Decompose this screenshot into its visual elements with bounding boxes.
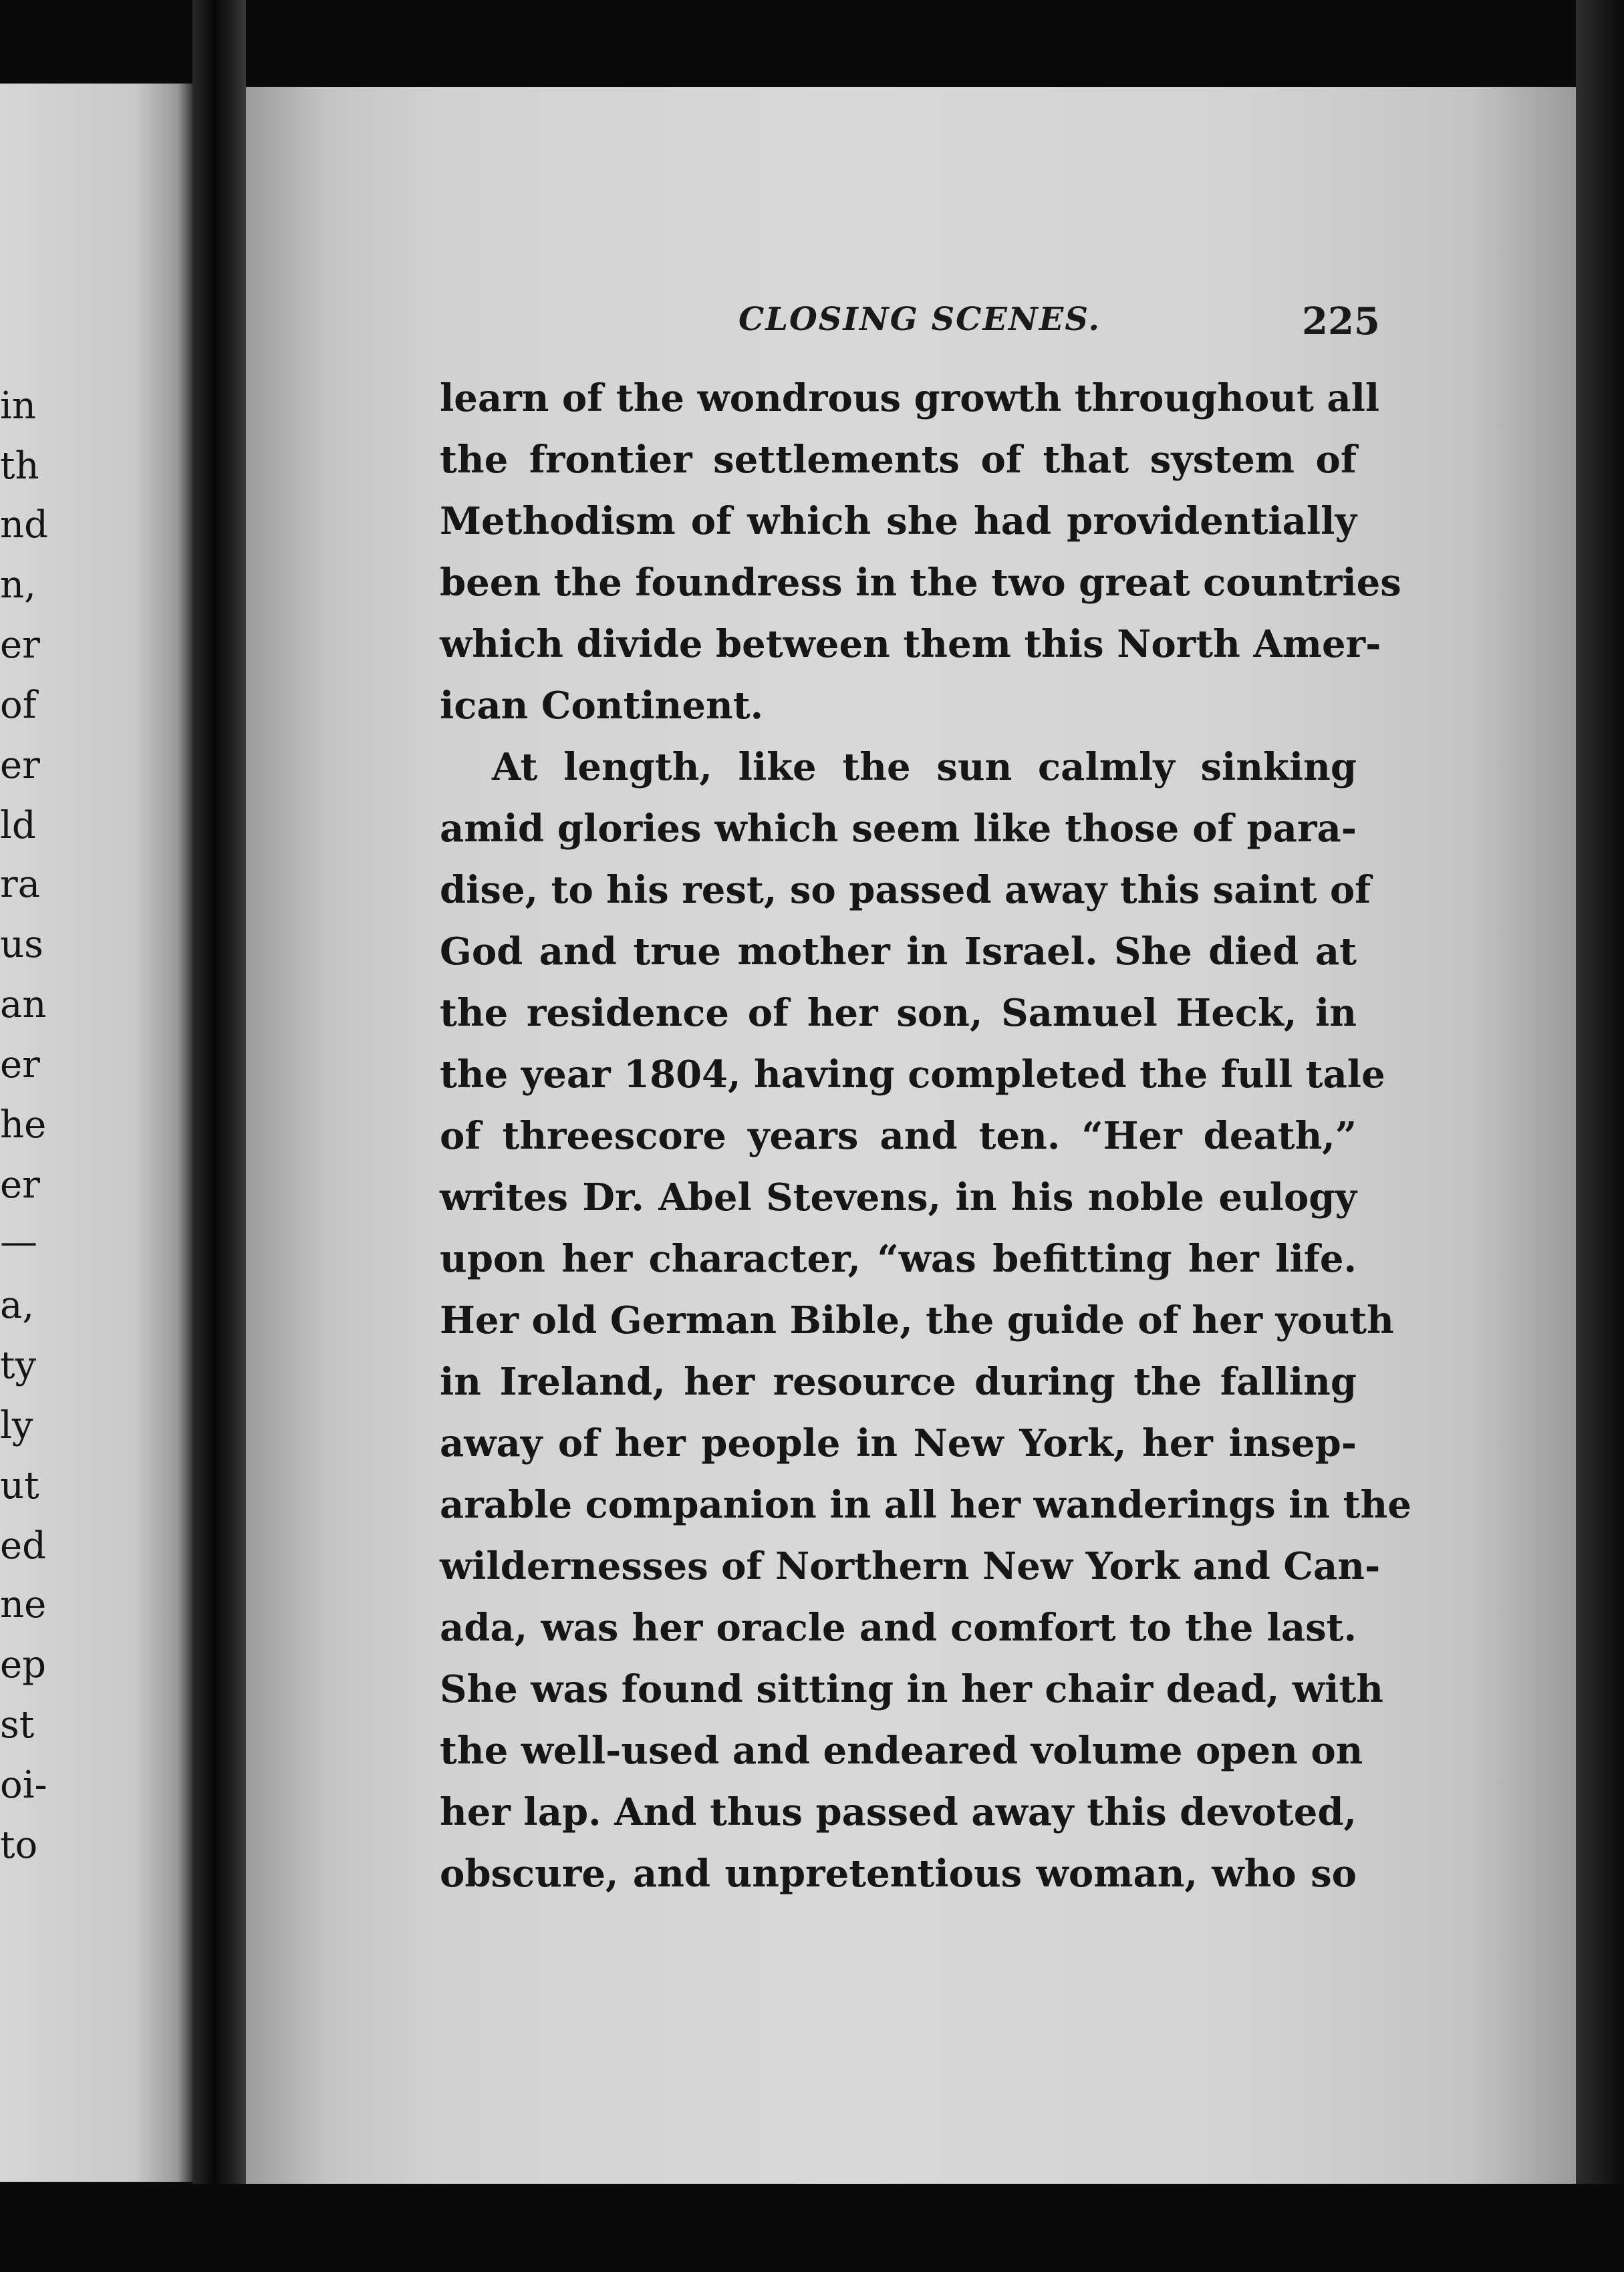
text-line: which divide between them this North Amer- (440, 622, 1381, 666)
text-line: obscure, and unpretentious woman, who so (440, 1852, 1357, 1896)
text-line: of threescore years and ten. “Her death,” (440, 1114, 1357, 1158)
left-line: er (0, 1163, 40, 1207)
left-line: ep (0, 1643, 46, 1687)
left-line: ld (0, 804, 36, 847)
text-line: been the foundress in the two great countries (440, 561, 1401, 605)
text-line: writes Dr. Abel Stevens, in his noble eulogy (440, 1175, 1357, 1220)
left-line: er (0, 744, 40, 787)
left-line: he (0, 1103, 47, 1147)
left-line: — (0, 1220, 37, 1264)
left-line: st (0, 1703, 35, 1747)
left-line: er (0, 1043, 40, 1087)
text-line: At length, like the sun calmly sinking (492, 745, 1357, 789)
text-line: ican Continent. (440, 684, 764, 728)
left-line: ra (0, 863, 41, 906)
text-line: amid glories which seem like those of para- (440, 807, 1357, 851)
left-line: ly (0, 1404, 33, 1447)
text-line: the year 1804, having completed the full tale (440, 1052, 1385, 1097)
text-line: the frontier settlements of that system of (440, 438, 1357, 482)
text-line: in Ireland, her resource during the falling (440, 1360, 1357, 1404)
left-line: er (0, 623, 40, 667)
left-line: in (0, 384, 36, 428)
left-line: ut (0, 1464, 39, 1508)
text-line: arable companion in all her wanderings in the (440, 1483, 1411, 1527)
left-line: ne (0, 1583, 47, 1626)
text-line: She was found sitting in her chair dead, with (440, 1667, 1383, 1711)
text-line: learn of the wondrous growth throughout all (440, 376, 1380, 420)
left-line: ty (0, 1344, 37, 1387)
book-gutter (192, 0, 246, 2272)
text-line: Her old German Bible, the guide of her youth (440, 1298, 1394, 1342)
left-line: oi- (0, 1763, 47, 1807)
text-line: dise, to his rest, so passed away this saint of (440, 868, 1371, 912)
left-line: an (0, 983, 47, 1026)
left-line: ed (0, 1524, 46, 1568)
text-line: away of her people in New York, her insep- (440, 1421, 1357, 1465)
page-225 (246, 87, 1576, 2185)
left-line: nd (0, 503, 48, 547)
left-line: a, (0, 1284, 35, 1327)
text-line: Methodism of which she had providentially (440, 499, 1357, 543)
text-line: ada, was her oracle and comfort to the last. (440, 1606, 1357, 1650)
text-line: God and true mother in Israel. She died at (440, 930, 1357, 974)
previous-page-fragment (0, 84, 192, 2182)
scan-bottom-border (0, 2184, 1624, 2272)
left-line: of (0, 684, 37, 727)
left-line: us (0, 923, 43, 966)
scan-right-border (1576, 0, 1624, 2272)
text-line: her lap. And thus passed away this devoted, (440, 1790, 1357, 1834)
left-line: n, (0, 563, 36, 607)
text-line: the residence of her son, Samuel Heck, in (440, 991, 1357, 1035)
left-line: th (0, 444, 39, 488)
page-header (246, 294, 1576, 347)
text-line: wildernesses of Northern New York and Can- (440, 1544, 1381, 1588)
text-line: upon her character, “was befitting her life. (440, 1237, 1357, 1281)
page-number: 225 (1302, 299, 1380, 343)
body-text (440, 368, 1411, 1904)
text-line: the well-used and endeared volume open on (440, 1729, 1363, 1773)
left-line: to (0, 1824, 38, 1867)
running-head: CLOSING SCENES. (738, 301, 1101, 338)
